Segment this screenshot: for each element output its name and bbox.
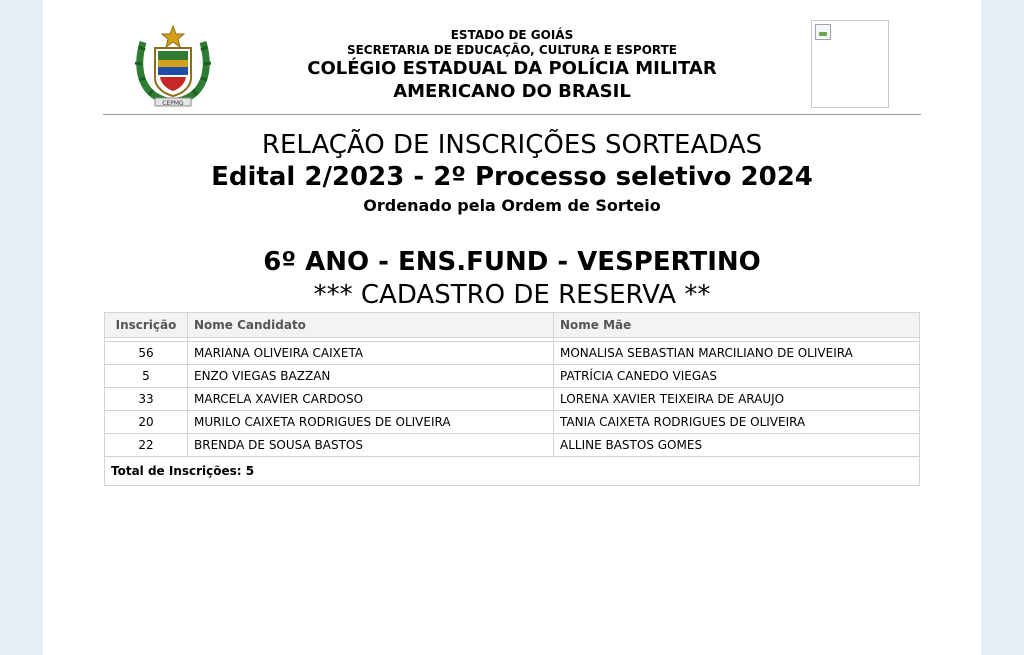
header-secretariat: SECRETARIA DE EDUCAÇÃO, CULTURA E ESPORTE xyxy=(346,43,678,57)
cell-mae: ALLINE BASTOS GOMES xyxy=(554,434,920,457)
broken-image-placeholder xyxy=(811,20,889,108)
candidates-table xyxy=(104,312,920,486)
cell-candidato: MARCELA XAVIER CARDOSO xyxy=(188,388,554,411)
table-header-row xyxy=(105,313,920,338)
table-row xyxy=(105,434,920,457)
cell-candidato: BRENDA DE SOUSA BASTOS xyxy=(188,434,554,457)
cell-inscricao: 5 xyxy=(105,365,188,388)
table-row xyxy=(105,342,920,365)
class-title: 6º ANO - ENS.FUND - VESPERTINO xyxy=(263,247,761,277)
order-subtitle: Ordenado pela Ordem de Sorteio xyxy=(363,196,661,215)
cell-candidato: ENZO VIEGAS BAZZAN xyxy=(188,365,554,388)
cell-mae: MONALISA SEBASTIAN MARCILIANO DE OLIVEIRA xyxy=(554,342,920,365)
document-header xyxy=(103,0,921,115)
column-header-candidato: Nome Candidato xyxy=(188,313,554,338)
total-inscricoes: Total de Inscrições: 5 xyxy=(105,457,920,486)
cell-inscricao: 56 xyxy=(105,342,188,365)
cell-inscricao: 20 xyxy=(105,411,188,434)
cell-inscricao: 22 xyxy=(105,434,188,457)
header-school-city: AMERICANO DO BRASIL xyxy=(393,81,631,102)
edital-title: Edital 2/2023 - 2º Processo seletivo 2024 xyxy=(211,162,813,192)
column-header-mae: Nome Mãe xyxy=(554,313,920,338)
svg-text:CEPMG: CEPMG xyxy=(162,100,184,107)
header-state: ESTADO DE GOIÁS xyxy=(450,28,574,42)
table-row xyxy=(105,365,920,388)
header-school-name: COLÉGIO ESTADUAL DA POLÍCIA MILITAR xyxy=(307,58,717,79)
table-row xyxy=(105,411,920,434)
cell-mae: TANIA CAIXETA RODRIGUES DE OLIVEIRA xyxy=(554,411,920,434)
cell-inscricao: 33 xyxy=(105,388,188,411)
cell-candidato: MURILO CAIXETA RODRIGUES DE OLIVEIRA xyxy=(188,411,554,434)
total-row xyxy=(105,457,920,486)
report-title: RELAÇÃO DE INSCRIÇÕES SORTEADAS xyxy=(261,130,763,160)
reserve-title: *** CADASTRO DE RESERVA ** xyxy=(313,280,711,310)
table-row xyxy=(105,388,920,411)
cell-mae: LORENA XAVIER TEIXEIRA DE ARAUJO xyxy=(554,388,920,411)
column-header-inscricao: Inscrição xyxy=(105,313,188,338)
cell-mae: PATRÍCIA CANEDO VIEGAS xyxy=(554,365,920,388)
broken-image-icon xyxy=(815,24,831,40)
cell-candidato: MARIANA OLIVEIRA CAIXETA xyxy=(188,342,554,365)
